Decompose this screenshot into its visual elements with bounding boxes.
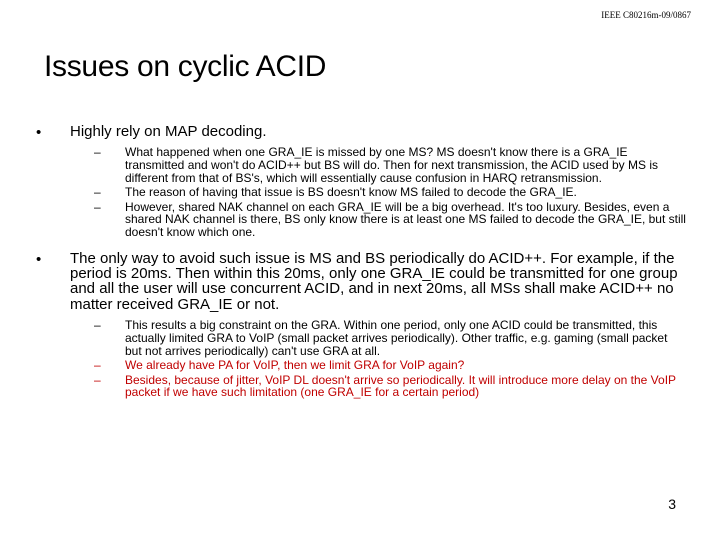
dash-marker: –: [94, 199, 101, 214]
bullet-text: Highly rely on MAP decoding.: [70, 123, 267, 140]
slide-title: Issues on cyclic ACID: [44, 50, 327, 83]
sub-item-text: Besides, because of jitter, VoIP DL doesn't arrive so periodically. It will introduce more delay on the VoIP packet if we have such limitation (one GRA_IE for a certain period): [125, 372, 676, 400]
dash-marker: –: [94, 185, 101, 200]
bullet-periodic-acid: [36, 251, 686, 399]
sub-item: [94, 186, 686, 199]
sub-item-text: The reason of having that issue is BS doesn't know MS failed to decode the GRA_IE.: [125, 185, 577, 200]
slide-body: [36, 124, 686, 401]
dash-marker: –: [94, 358, 101, 373]
sub-item-text: What happened when one GRA_IE is missed by one MS? MS doesn't know there is a GRA_IE transmitted and won't do ACID++ but BS will do. Then for next transmission, the ACID used by MS is different from that of BS's, which will essentially cause confusion in HARQ retransmission.: [125, 145, 658, 185]
sub-item-text: However, shared NAK channel on each GRA_IE will be a big overhead. It's too luxury. Besides, even a shared NAK channel is there, BS only know there is at least one MS failed to decode the GRA_IE, but still doesn't know which one.: [125, 199, 686, 239]
sub-item-highlighted: [94, 374, 686, 399]
page-number: 3: [668, 496, 676, 512]
sub-item-highlighted: [94, 359, 686, 372]
dash-marker: –: [94, 318, 101, 333]
dash-marker: –: [94, 145, 101, 160]
sub-item-text: We already have PA for VoIP, then we limit GRA for VoIP again?: [125, 358, 465, 373]
dash-marker: –: [94, 372, 101, 387]
sub-list: [70, 319, 686, 399]
document-reference: IEEE C80216m-09/0867: [601, 10, 691, 20]
bullet-text: The only way to avoid such issue is MS and BS periodically do ACID++. For example, if the period is 20ms. Then within this 20ms, only one GRA_IE could be transmitted for one group and all the user will use concurrent ACID, and in next 20ms, all MSs shall make ACID++ no matter received GRA_IE or not.: [70, 249, 678, 313]
sub-item: [94, 319, 686, 357]
bullet-marker: •: [36, 124, 42, 141]
sub-item-text: This results a big constraint on the GRA. Within one period, only one ACID could be transmitted, this actually limited GRA to VoIP (small packet arrives periodically). Other traffic, e.g. gaming (small packet but not arrives periodically) can't use GRA at all.: [125, 318, 668, 358]
sub-item: [94, 146, 686, 184]
sub-list: [70, 146, 686, 238]
sub-item: [94, 201, 686, 239]
bullet-map-decoding: [36, 124, 686, 239]
bullet-marker: •: [36, 250, 42, 268]
